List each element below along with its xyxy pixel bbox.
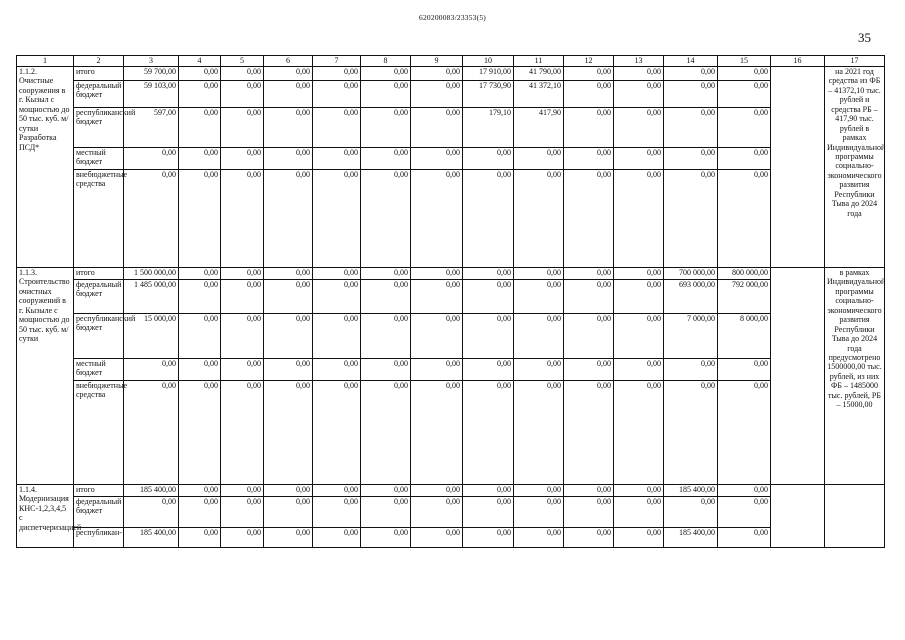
section-note: в рамках Индивидуальной программы социально-экономического развития Республики Тыва до 2024 года предусмотрено 1500000,00 тыс. рублей, из них ФБ – 1485000 тыс. рублей, РБ – 15000,00 — [825, 268, 885, 485]
amount-cell: 0,00 — [718, 81, 771, 108]
amount-cell: 0,00 — [411, 268, 463, 280]
amount-cell: 0,00 — [179, 280, 221, 314]
amount-cell: 0,00 — [221, 359, 264, 381]
table-row — [17, 268, 885, 280]
amount-cell: 0,00 — [564, 148, 614, 170]
amount-cell: 0,00 — [411, 528, 463, 548]
amount-cell: 0,00 — [361, 359, 411, 381]
amount-cell: 597,00 — [124, 108, 179, 148]
amount-cell: 0,00 — [361, 528, 411, 548]
document-id: 620200083/23353(5) — [419, 13, 486, 22]
activity-name: 1.1.4. Модернизация КНС-1,2,3,4,5 с диспетчеризацией — [17, 485, 74, 548]
amount-cell: 0,00 — [313, 528, 361, 548]
amount-cell: 0,00 — [313, 268, 361, 280]
table-row — [17, 148, 885, 170]
amount-cell: 0,00 — [718, 381, 771, 485]
table-row — [17, 381, 885, 485]
amount-cell: 0,00 — [264, 359, 313, 381]
amount-cell: 185 400,00 — [124, 485, 179, 497]
amount-cell: 0,00 — [564, 170, 614, 268]
amount-cell: 0,00 — [221, 67, 264, 81]
amount-cell: 0,00 — [514, 314, 564, 359]
column-16-cell — [771, 485, 825, 548]
amount-cell: 0,00 — [264, 497, 313, 528]
amount-cell: 0,00 — [614, 280, 664, 314]
amount-cell: 0,00 — [179, 528, 221, 548]
amount-cell: 8 000,00 — [718, 314, 771, 359]
amount-cell: 0,00 — [411, 108, 463, 148]
column-number: 6 — [264, 56, 313, 67]
column-number-row — [17, 56, 885, 67]
amount-cell: 700 000,00 — [664, 268, 718, 280]
funding-source: итого — [74, 67, 124, 81]
activity-name: 1.1.2. Очистные сооружения в г. Кызыл с мощностью до 50 тыс. куб. м/ сутки Разработка ПСД* — [17, 67, 74, 268]
amount-cell: 0,00 — [264, 81, 313, 108]
amount-cell: 0,00 — [264, 148, 313, 170]
amount-cell: 0,00 — [463, 280, 514, 314]
amount-cell: 0,00 — [614, 528, 664, 548]
amount-cell: 17 730,90 — [463, 81, 514, 108]
amount-cell: 0,00 — [313, 381, 361, 485]
amount-cell: 0,00 — [264, 67, 313, 81]
amount-cell: 0,00 — [664, 359, 718, 381]
amount-cell: 0,00 — [313, 497, 361, 528]
table-row — [17, 280, 885, 314]
amount-cell: 0,00 — [614, 359, 664, 381]
amount-cell: 0,00 — [124, 170, 179, 268]
amount-cell: 800 000,00 — [718, 268, 771, 280]
amount-cell: 0,00 — [264, 170, 313, 268]
column-number: 5 — [221, 56, 264, 67]
amount-cell: 0,00 — [221, 280, 264, 314]
funding-source: республиканский бюджет — [74, 314, 124, 359]
amount-cell: 0,00 — [221, 81, 264, 108]
amount-cell: 185 400,00 — [124, 528, 179, 548]
amount-cell: 0,00 — [313, 314, 361, 359]
amount-cell: 0,00 — [718, 359, 771, 381]
column-number: 16 — [771, 56, 825, 67]
amount-cell: 0,00 — [361, 108, 411, 148]
amount-cell: 0,00 — [313, 359, 361, 381]
amount-cell: 0,00 — [564, 108, 614, 148]
amount-cell: 0,00 — [664, 170, 718, 268]
amount-cell: 0,00 — [179, 314, 221, 359]
amount-cell: 0,00 — [514, 280, 564, 314]
amount-cell: 0,00 — [179, 381, 221, 485]
amount-cell: 0,00 — [614, 497, 664, 528]
amount-cell: 17 910,00 — [463, 67, 514, 81]
amount-cell: 0,00 — [361, 497, 411, 528]
amount-cell: 0,00 — [564, 280, 614, 314]
amount-cell: 0,00 — [514, 485, 564, 497]
amount-cell: 0,00 — [313, 108, 361, 148]
amount-cell: 0,00 — [514, 528, 564, 548]
amount-cell: 0,00 — [664, 381, 718, 485]
table-row — [17, 81, 885, 108]
amount-cell: 0,00 — [514, 148, 564, 170]
amount-cell: 0,00 — [718, 497, 771, 528]
amount-cell: 0,00 — [614, 170, 664, 268]
amount-cell: 0,00 — [564, 528, 614, 548]
amount-cell: 0,00 — [264, 381, 313, 485]
column-number: 7 — [313, 56, 361, 67]
funding-source: местный бюджет — [74, 359, 124, 381]
column-number: 9 — [411, 56, 463, 67]
amount-cell: 0,00 — [179, 485, 221, 497]
amount-cell: 0,00 — [718, 148, 771, 170]
funding-source: федеральный бюджет — [74, 81, 124, 108]
amount-cell: 0,00 — [463, 485, 514, 497]
amount-cell: 0,00 — [614, 268, 664, 280]
amount-cell: 0,00 — [564, 268, 614, 280]
amount-cell: 0,00 — [564, 359, 614, 381]
amount-cell: 0,00 — [718, 170, 771, 268]
amount-cell: 0,00 — [664, 497, 718, 528]
amount-cell: 0,00 — [361, 280, 411, 314]
amount-cell: 0,00 — [463, 497, 514, 528]
column-16-cell — [771, 67, 825, 268]
amount-cell: 0,00 — [313, 170, 361, 268]
amount-cell: 0,00 — [664, 148, 718, 170]
amount-cell: 41 372,10 — [514, 81, 564, 108]
amount-cell: 0,00 — [463, 170, 514, 268]
amount-cell: 0,00 — [313, 280, 361, 314]
amount-cell: 792 000,00 — [718, 280, 771, 314]
column-number: 14 — [664, 56, 718, 67]
amount-cell: 0,00 — [313, 67, 361, 81]
amount-cell: 7 000,00 — [664, 314, 718, 359]
amount-cell: 0,00 — [361, 170, 411, 268]
table-body — [17, 56, 885, 548]
funding-source: республикан- — [74, 528, 124, 548]
amount-cell: 0,00 — [264, 108, 313, 148]
amount-cell: 0,00 — [361, 268, 411, 280]
amount-cell: 0,00 — [361, 67, 411, 81]
table-row — [17, 108, 885, 148]
column-number: 4 — [179, 56, 221, 67]
amount-cell: 0,00 — [564, 497, 614, 528]
table-row — [17, 485, 885, 497]
amount-cell: 417,90 — [514, 108, 564, 148]
amount-cell: 0,00 — [221, 108, 264, 148]
amount-cell: 41 790,00 — [514, 67, 564, 81]
column-number: 8 — [361, 56, 411, 67]
amount-cell: 0,00 — [718, 67, 771, 81]
column-number: 1 — [17, 56, 74, 67]
amount-cell: 0,00 — [614, 148, 664, 170]
column-number: 10 — [463, 56, 514, 67]
amount-cell: 0,00 — [411, 81, 463, 108]
amount-cell: 0,00 — [124, 148, 179, 170]
amount-cell: 0,00 — [514, 381, 564, 485]
amount-cell: 0,00 — [664, 81, 718, 108]
amount-cell: 0,00 — [411, 148, 463, 170]
activity-name: 1.1.3. Строительство очистных сооружений в г. Кызыле с мощностью до 50 тыс. куб. м/ сутки — [17, 268, 74, 485]
section-note: на 2021 год средства из ФБ – 41372,10 тыс. рублей и средства РБ – 417,90 тыс. рублей в рамках Индивидуальной программы социально-экономического развития Республики Тыва до 2024 года — [825, 67, 885, 268]
budget-table — [16, 55, 885, 548]
amount-cell: 0,00 — [564, 67, 614, 81]
funding-source: внебюджетные средства — [74, 170, 124, 268]
amount-cell: 0,00 — [313, 81, 361, 108]
column-number: 11 — [514, 56, 564, 67]
column-16-cell — [771, 268, 825, 485]
table-row — [17, 497, 885, 528]
amount-cell: 0,00 — [179, 268, 221, 280]
amount-cell: 0,00 — [221, 170, 264, 268]
amount-cell: 0,00 — [463, 528, 514, 548]
amount-cell: 0,00 — [463, 268, 514, 280]
amount-cell: 0,00 — [361, 381, 411, 485]
section-note — [825, 485, 885, 548]
table-row — [17, 528, 885, 548]
amount-cell: 1 500 000,00 — [124, 268, 179, 280]
amount-cell: 0,00 — [124, 359, 179, 381]
amount-cell: 0,00 — [614, 81, 664, 108]
amount-cell: 0,00 — [179, 359, 221, 381]
amount-cell: 0,00 — [264, 268, 313, 280]
amount-cell: 0,00 — [179, 497, 221, 528]
amount-cell: 0,00 — [179, 108, 221, 148]
amount-cell: 0,00 — [221, 497, 264, 528]
amount-cell: 0,00 — [411, 497, 463, 528]
amount-cell: 0,00 — [411, 314, 463, 359]
amount-cell: 0,00 — [179, 81, 221, 108]
amount-cell: 0,00 — [361, 81, 411, 108]
amount-cell: 0,00 — [264, 280, 313, 314]
amount-cell: 0,00 — [264, 528, 313, 548]
amount-cell: 0,00 — [514, 170, 564, 268]
amount-cell: 0,00 — [614, 108, 664, 148]
amount-cell: 0,00 — [614, 67, 664, 81]
amount-cell: 0,00 — [564, 485, 614, 497]
amount-cell: 0,00 — [361, 314, 411, 359]
funding-source: итого — [74, 268, 124, 280]
amount-cell: 15 000,00 — [124, 314, 179, 359]
amount-cell: 179,10 — [463, 108, 514, 148]
column-number: 17 — [825, 56, 885, 67]
column-number: 15 — [718, 56, 771, 67]
amount-cell: 0,00 — [124, 497, 179, 528]
amount-cell: 0,00 — [179, 170, 221, 268]
column-number: 13 — [614, 56, 664, 67]
amount-cell: 0,00 — [179, 67, 221, 81]
amount-cell: 0,00 — [221, 485, 264, 497]
amount-cell: 0,00 — [411, 359, 463, 381]
amount-cell: 0,00 — [463, 359, 514, 381]
amount-cell: 0,00 — [411, 381, 463, 485]
amount-cell: 0,00 — [221, 314, 264, 359]
page-number: 35 — [858, 30, 871, 45]
column-number: 3 — [124, 56, 179, 67]
amount-cell: 0,00 — [564, 381, 614, 485]
amount-cell: 0,00 — [463, 148, 514, 170]
amount-cell: 693 000,00 — [664, 280, 718, 314]
amount-cell: 0,00 — [664, 108, 718, 148]
amount-cell: 0,00 — [514, 268, 564, 280]
amount-cell: 0,00 — [221, 381, 264, 485]
amount-cell: 0,00 — [614, 381, 664, 485]
amount-cell: 59 700,00 — [124, 67, 179, 81]
funding-source: федеральный бюджет — [74, 497, 124, 528]
amount-cell: 185 400,00 — [664, 485, 718, 497]
amount-cell: 0,00 — [718, 108, 771, 148]
amount-cell: 0,00 — [361, 485, 411, 497]
amount-cell: 0,00 — [264, 314, 313, 359]
amount-cell: 0,00 — [313, 485, 361, 497]
amount-cell: 0,00 — [718, 528, 771, 548]
amount-cell: 0,00 — [614, 314, 664, 359]
funding-source: федеральный бюджет — [74, 280, 124, 314]
amount-cell: 185 400,00 — [664, 528, 718, 548]
amount-cell: 0,00 — [514, 359, 564, 381]
funding-source: республиканский бюджет — [74, 108, 124, 148]
column-number: 12 — [564, 56, 614, 67]
amount-cell: 0,00 — [463, 314, 514, 359]
amount-cell: 0,00 — [264, 485, 313, 497]
amount-cell: 0,00 — [463, 381, 514, 485]
amount-cell: 0,00 — [664, 67, 718, 81]
table-row — [17, 314, 885, 359]
amount-cell: 59 103,00 — [124, 81, 179, 108]
funding-source: внебюджетные средства — [74, 381, 124, 485]
funding-source: местный бюджет — [74, 148, 124, 170]
amount-cell: 0,00 — [361, 148, 411, 170]
amount-cell: 0,00 — [411, 67, 463, 81]
column-number: 2 — [74, 56, 124, 67]
amount-cell: 0,00 — [411, 280, 463, 314]
amount-cell: 0,00 — [179, 148, 221, 170]
amount-cell: 0,00 — [514, 497, 564, 528]
amount-cell: 0,00 — [411, 485, 463, 497]
amount-cell: 0,00 — [564, 81, 614, 108]
amount-cell: 0,00 — [221, 528, 264, 548]
amount-cell: 1 485 000,00 — [124, 280, 179, 314]
amount-cell: 0,00 — [313, 148, 361, 170]
amount-cell: 0,00 — [221, 268, 264, 280]
funding-source: итого — [74, 485, 124, 497]
amount-cell: 0,00 — [221, 148, 264, 170]
table-row — [17, 67, 885, 81]
amount-cell: 0,00 — [718, 485, 771, 497]
amount-cell: 0,00 — [614, 485, 664, 497]
amount-cell: 0,00 — [124, 381, 179, 485]
table-row — [17, 170, 885, 268]
table-row — [17, 359, 885, 381]
amount-cell: 0,00 — [411, 170, 463, 268]
amount-cell: 0,00 — [564, 314, 614, 359]
